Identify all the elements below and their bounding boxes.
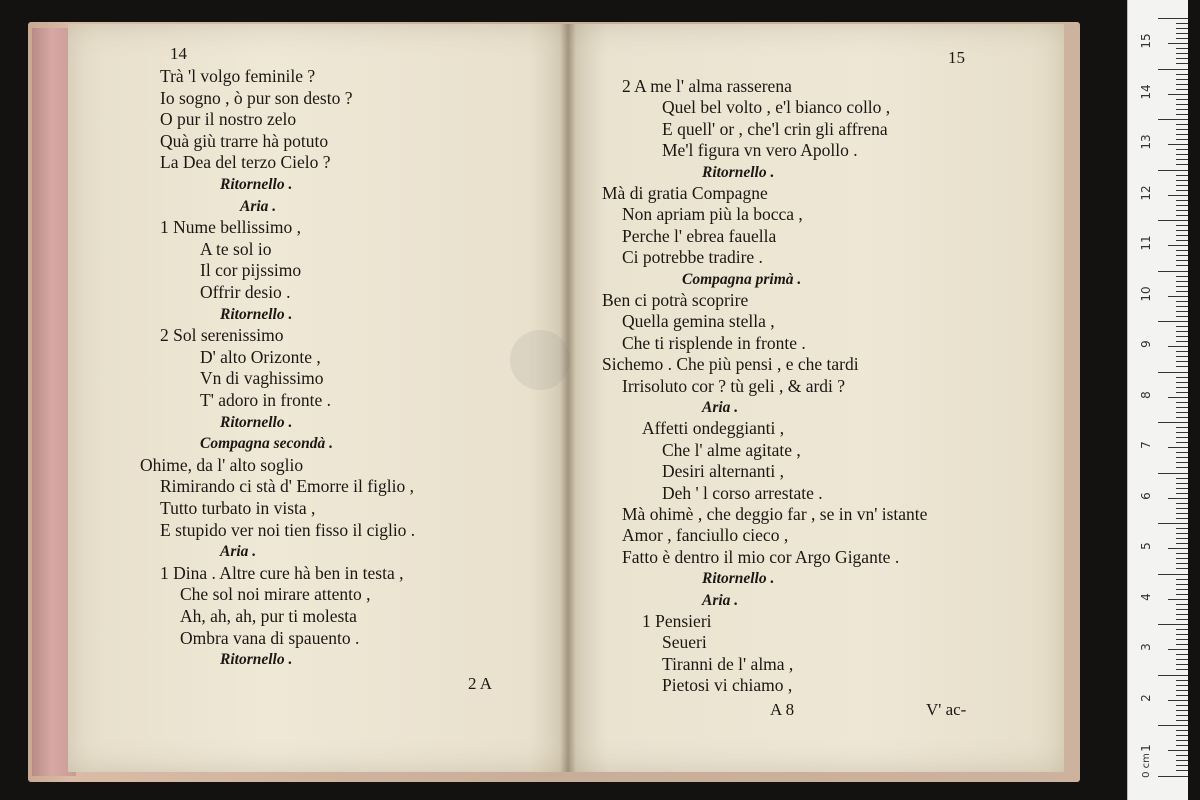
ruler-tick — [1158, 675, 1188, 676]
right-page-line: Seueri — [662, 632, 707, 653]
right-page-line: Sichemo . Che più pensi , e che tardi — [602, 354, 859, 375]
ruler-tick — [1176, 154, 1188, 155]
ruler-tick — [1176, 99, 1188, 100]
left-page-line: La Dea del terzo Cielo ? — [160, 152, 331, 173]
left-page-line: Ohime, da l' alto soglio — [140, 454, 304, 475]
ruler-tick — [1176, 225, 1188, 226]
ruler-tick — [1176, 594, 1188, 595]
ruler-tick — [1176, 730, 1188, 731]
ruler-tick — [1176, 639, 1188, 640]
ruler-tick — [1168, 195, 1188, 196]
ruler-tick — [1158, 725, 1188, 726]
ruler-tick — [1176, 84, 1188, 85]
ruler-tick — [1176, 265, 1188, 266]
right-page-line: Non apriam più la bocca , — [622, 204, 803, 225]
ruler-tick — [1176, 139, 1188, 140]
left-page-line: Quà giù trarre hà potuto — [160, 130, 329, 151]
ruler-tick — [1158, 18, 1188, 19]
ruler-tick — [1158, 271, 1188, 272]
ruler-tick — [1176, 149, 1188, 150]
ruler-tick — [1168, 750, 1188, 751]
ruler-tick — [1176, 558, 1188, 559]
ruler-tick — [1176, 770, 1188, 771]
left-page-line: 1 Dina . Altre cure hà ben in testa , — [160, 562, 404, 583]
ruler-tick — [1176, 765, 1188, 766]
ruler-number: 10 — [1139, 285, 1153, 302]
ruler-tick — [1176, 437, 1188, 438]
ruler-tick — [1176, 260, 1188, 261]
right-page-line: Tiranni de l' alma , — [662, 653, 794, 674]
left-page-line: Compagna secondà . — [200, 435, 334, 453]
ruler-tick — [1176, 58, 1188, 59]
ruler-tick — [1176, 614, 1188, 615]
ruler-tick — [1176, 452, 1188, 453]
ruler-number: 8 — [1139, 390, 1153, 399]
watermark — [510, 330, 710, 500]
ruler-tick — [1176, 255, 1188, 256]
ruler-tick — [1158, 119, 1188, 120]
ruler-tick — [1176, 356, 1188, 357]
ruler-tick — [1168, 296, 1188, 297]
ruler-tick — [1176, 568, 1188, 569]
ruler-number: 2 — [1139, 693, 1153, 702]
ruler-tick — [1176, 659, 1188, 660]
ruler-tick — [1176, 38, 1188, 39]
ruler-number: 12 — [1139, 184, 1153, 201]
ruler-tick — [1168, 144, 1188, 145]
ruler-tick — [1176, 644, 1188, 645]
ruler-tick — [1168, 43, 1188, 44]
ruler-tick — [1176, 710, 1188, 711]
ruler-tick — [1176, 518, 1188, 519]
right-page-line: Aria . — [702, 399, 739, 416]
left-page-line: Offrir desio . — [200, 282, 291, 302]
ruler-tick — [1176, 664, 1188, 665]
left-page-line: Io sogno , ò pur son desto ? — [160, 87, 353, 108]
ruler-tick — [1176, 366, 1188, 367]
ruler-number: 11 — [1139, 235, 1153, 251]
ruler-tick — [1176, 402, 1188, 403]
left-page-line: Vn di vaghissimo — [200, 368, 324, 389]
right-page-line: Perche l' ebrea fauella — [622, 225, 777, 246]
ruler-tick — [1176, 109, 1188, 110]
right-page-line: Fatto è dentro il mio cor Argo Gigante . — [622, 546, 900, 567]
ruler-number: 13 — [1139, 134, 1153, 150]
ruler-tick — [1176, 634, 1188, 635]
ruler-tick — [1176, 276, 1188, 277]
left-page-line: D' alto Orizonte , — [200, 346, 321, 367]
left-page-signature: 2 A — [468, 674, 493, 693]
ruler-tick — [1176, 654, 1188, 655]
ruler-tick — [1176, 200, 1188, 201]
ruler-tick — [1168, 700, 1188, 701]
ruler-tick — [1176, 740, 1188, 741]
measuring-ruler — [1127, 0, 1188, 800]
right-page-line: Irrisoluto cor ? tù geli , & ardi ? — [622, 375, 846, 396]
left-page-line: Rimirando ci stà d' Emorre il figlio , — [160, 476, 414, 497]
ruler-tick — [1168, 94, 1188, 95]
ruler-tick — [1176, 745, 1188, 746]
ruler-tick — [1176, 589, 1188, 590]
ruler-tick — [1176, 250, 1188, 251]
ruler-number: 15 — [1139, 33, 1153, 49]
ruler-tick — [1168, 346, 1188, 347]
ruler-tick — [1176, 316, 1188, 317]
left-page-line: Ritornello . — [220, 413, 293, 431]
left-page-line: O pur il nostro zelo — [160, 109, 297, 130]
right-page-number: 15 — [948, 48, 965, 67]
ruler-tick — [1168, 649, 1188, 650]
ruler-tick — [1158, 372, 1188, 373]
right-page-line: Amor , fanciullo cieco , — [622, 525, 789, 546]
ruler-tick — [1176, 210, 1188, 211]
ruler-tick — [1168, 548, 1188, 549]
ruler-tick — [1176, 508, 1188, 509]
ruler-tick — [1158, 220, 1188, 221]
ruler-tick — [1176, 715, 1188, 716]
ruler-tick — [1176, 387, 1188, 388]
ruler-tick — [1176, 331, 1188, 332]
right-page-line: Desiri alternanti , — [662, 461, 784, 482]
ruler-tick — [1176, 609, 1188, 610]
ruler-tick — [1176, 382, 1188, 383]
left-page-line: Tutto turbato in vista , — [160, 498, 316, 518]
ruler-tick — [1176, 735, 1188, 736]
ruler-tick — [1176, 104, 1188, 105]
right-page-line: Che l' alme agitate , — [662, 439, 801, 460]
ruler-tick — [1176, 669, 1188, 670]
right-page-line: 1 Pensieri — [642, 611, 712, 631]
ruler-tick — [1176, 230, 1188, 231]
ruler-tick — [1158, 69, 1188, 70]
ruler-tick — [1176, 23, 1188, 24]
right-page-line: 2 A me l' alma rasserena — [622, 76, 792, 96]
ruler-tick — [1176, 407, 1188, 408]
right-page-line: Quella gemina stella , — [622, 311, 775, 332]
left-page-line: Aria . — [240, 197, 277, 215]
ruler-tick — [1176, 680, 1188, 681]
ruler-tick — [1176, 48, 1188, 49]
ruler-number: 4 — [1139, 592, 1153, 601]
ruler-number: 7 — [1139, 441, 1153, 449]
ruler-tick — [1176, 336, 1188, 337]
ruler-tick — [1176, 543, 1188, 544]
ruler-tick — [1168, 245, 1188, 246]
ruler-tick — [1176, 478, 1188, 479]
ruler-tick — [1176, 584, 1188, 585]
ruler-tick — [1176, 89, 1188, 90]
ruler-tick — [1176, 180, 1188, 181]
ruler-tick — [1176, 462, 1188, 463]
ruler-tick — [1176, 235, 1188, 236]
ruler-tick — [1176, 553, 1188, 554]
ruler-tick — [1158, 170, 1188, 171]
right-page-catchword: V' ac- — [926, 700, 967, 719]
ruler-tick — [1168, 599, 1188, 600]
ruler-tick — [1176, 467, 1188, 468]
left-page-line: Il cor pijssimo — [200, 260, 302, 281]
watermark-logo — [510, 330, 570, 390]
ruler-tick — [1176, 503, 1188, 504]
left-page-line: Che sol noi mirare attento , — [180, 584, 371, 605]
ruler-tick — [1176, 493, 1188, 494]
left-page-line: Ritornello . — [220, 176, 293, 193]
ruler-tick — [1176, 563, 1188, 564]
ruler-tick — [1176, 306, 1188, 307]
ruler-tick — [1158, 523, 1188, 524]
ruler-tick — [1176, 63, 1188, 64]
ruler-tick — [1176, 695, 1188, 696]
ruler-tick — [1158, 321, 1188, 322]
ruler-tick — [1176, 629, 1188, 630]
left-page-line: T' adoro in fronte . — [200, 390, 331, 410]
ruler-number: 14 — [1139, 83, 1153, 100]
ruler-tick — [1158, 473, 1188, 474]
ruler-number: 6 — [1139, 491, 1153, 500]
right-page-signature: A 8 — [770, 700, 795, 719]
right-page-line: Ritornello . — [702, 570, 775, 588]
ruler-tick — [1176, 533, 1188, 534]
ruler-tick — [1176, 619, 1188, 620]
ruler-number: 1 — [1139, 744, 1153, 752]
ruler-tick — [1176, 755, 1188, 756]
ruler-tick — [1176, 483, 1188, 484]
ruler-tick — [1176, 361, 1188, 362]
right-page-line: E quell' or , che'l crin gli affrena — [662, 118, 888, 139]
ruler-tick — [1176, 412, 1188, 413]
right-page-line: Che ti risplende in fronte . — [622, 332, 806, 353]
ruler-tick — [1176, 215, 1188, 216]
left-page-line: E stupido ver noi tien fisso il ciglio . — [160, 519, 416, 540]
right-page-line: Mà ohimè , che deggio far , se in vn' istante — [622, 504, 928, 524]
ruler-tick — [1176, 301, 1188, 302]
ruler-tick — [1176, 79, 1188, 80]
ruler-tick — [1176, 205, 1188, 206]
ruler-tick — [1176, 134, 1188, 135]
right-page-line: Compagna primà . — [682, 270, 802, 288]
right-page-line: Ci potrebbe tradire . — [622, 247, 763, 268]
ruler-tick — [1158, 776, 1188, 777]
ruler-tick — [1176, 74, 1188, 75]
ruler-tick — [1176, 538, 1188, 539]
ruler-tick — [1176, 286, 1188, 287]
right-page-line: Me'l figura vn vero Apollo . — [662, 140, 858, 161]
ruler-tick — [1176, 240, 1188, 241]
ruler-tick — [1176, 28, 1188, 29]
ruler-tick — [1168, 447, 1188, 448]
ruler-number: 3 — [1139, 643, 1153, 651]
ruler-tick — [1176, 164, 1188, 165]
right-page-line: Ben ci potrà scoprire — [602, 290, 749, 310]
left-page-line: Ritornello . — [220, 305, 293, 323]
ruler-tick — [1176, 392, 1188, 393]
ruler-tick — [1176, 291, 1188, 292]
right-page-line: Mà di gratia Compagne — [602, 183, 768, 203]
ruler-tick — [1176, 417, 1188, 418]
right-page-line: Ritornello . — [702, 163, 775, 181]
right-page-line: Quel bel volto , e'l bianco collo , — [662, 97, 891, 118]
ruler-tick — [1176, 114, 1188, 115]
ruler-tick — [1176, 175, 1188, 176]
ruler-tick — [1176, 53, 1188, 54]
ruler-tick — [1176, 488, 1188, 489]
ruler-tick — [1176, 377, 1188, 378]
ruler-tick — [1176, 690, 1188, 691]
ruler-tick — [1176, 604, 1188, 605]
ruler-tick — [1158, 574, 1188, 575]
ruler-tick — [1158, 422, 1188, 423]
left-page-number: 14 — [170, 44, 187, 63]
ruler-tick — [1176, 720, 1188, 721]
ruler-tick — [1176, 185, 1188, 186]
ruler-tick — [1176, 705, 1188, 706]
ruler-number: 9 — [1139, 340, 1153, 348]
ruler-unit: 0 cm — [1140, 753, 1152, 778]
ruler-tick — [1176, 528, 1188, 529]
left-page-line: A te sol io — [200, 238, 272, 259]
ruler-tick — [1158, 624, 1188, 625]
ruler-tick — [1176, 685, 1188, 686]
ruler-tick — [1176, 129, 1188, 130]
left-page-line: 2 Sol serenissimo — [160, 325, 284, 346]
right-page-line: Deh ' l corso arrestate . — [662, 482, 823, 503]
right-page-line: Affetti ondeggianti , — [642, 418, 785, 439]
ruler-tick — [1176, 432, 1188, 433]
ruler-tick — [1176, 124, 1188, 125]
ruler-tick — [1176, 427, 1188, 428]
ruler-tick — [1176, 326, 1188, 327]
ruler-tick — [1176, 159, 1188, 160]
ruler-tick — [1176, 513, 1188, 514]
left-page — [68, 24, 568, 772]
right-page-line: Aria . — [702, 591, 739, 609]
ruler-tick — [1168, 397, 1188, 398]
ruler-tick — [1176, 579, 1188, 580]
ruler-number: 5 — [1139, 542, 1153, 550]
ruler-tick — [1176, 351, 1188, 352]
right-page-line: Pietosi vi chiamo , — [662, 675, 793, 696]
ruler-tick — [1176, 442, 1188, 443]
left-page-line: Trà 'l volgo feminile ? — [160, 66, 316, 86]
ruler-tick — [1176, 311, 1188, 312]
ruler-tick — [1176, 281, 1188, 282]
ruler-tick — [1176, 457, 1188, 458]
ruler-tick — [1176, 760, 1188, 761]
left-page-line: Ombra vana di spauento . — [180, 627, 360, 648]
left-page-line: Aria . — [220, 543, 257, 561]
ruler-tick — [1176, 33, 1188, 34]
left-page-line: Ah, ah, ah, pur ti molesta — [180, 606, 357, 626]
ruler-tick — [1168, 498, 1188, 499]
left-page-line: Ritornello . — [220, 651, 293, 669]
ruler-tick — [1176, 190, 1188, 191]
ruler-tick — [1176, 341, 1188, 342]
left-page-line: 1 Nume bellissimo , — [160, 217, 301, 238]
